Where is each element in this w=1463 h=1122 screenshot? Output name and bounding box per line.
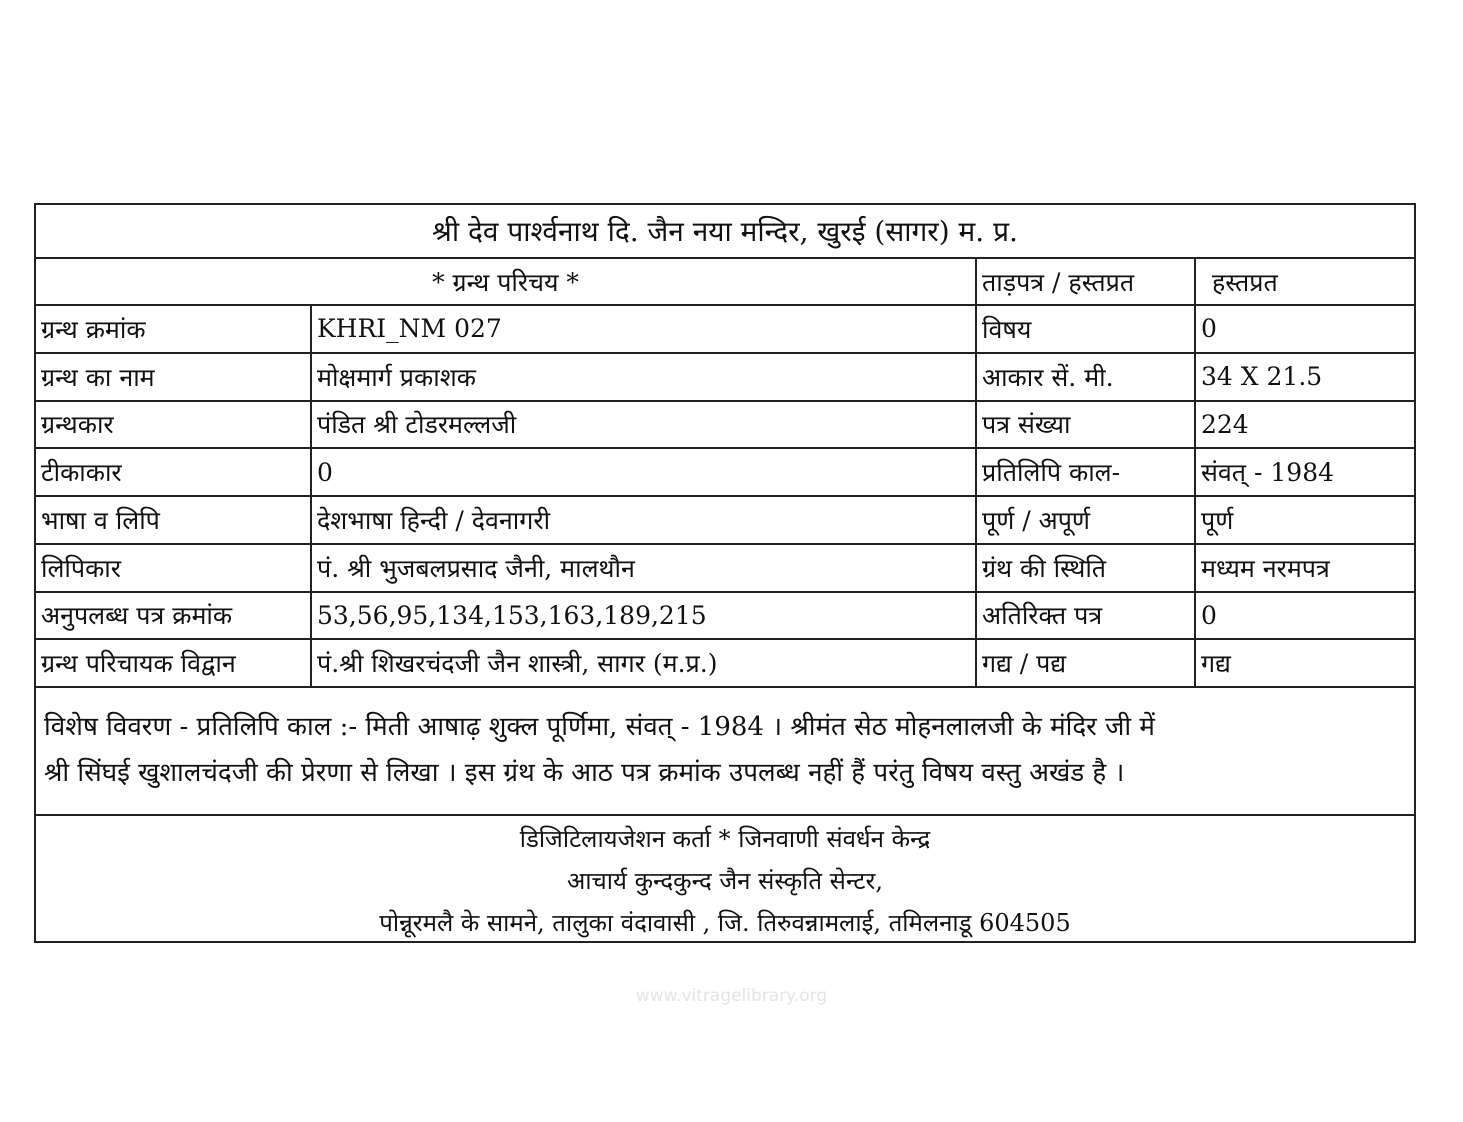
temple-title-row <box>36 205 1414 259</box>
field-value: 0 <box>312 449 977 495</box>
footer-line-2: आचार्य कुन्दकुन्द जैन संस्कृति सेन्टर, <box>567 867 883 895</box>
field-value: 53,56,95,134,153,163,189,215 <box>312 593 977 639</box>
field-value-2: संवत् - 1984 <box>1201 458 1335 488</box>
field-label-2: पत्र संख्या <box>977 402 1196 448</box>
field-label-2: ग्रंथ की स्थिति <box>977 545 1196 591</box>
info-row <box>36 593 1414 641</box>
footer-line-3: पोन्नूरमलै के सामने, तालुका वंदावासी , जि. तिरुवन्नामलाई, तमिलनाडू 604505 <box>379 909 1071 937</box>
info-row <box>36 545 1414 593</box>
palm-leaf-value: हस्तप्रत <box>1212 267 1278 297</box>
field-value-2: 224 <box>1201 409 1249 439</box>
remarks-section <box>36 688 1414 816</box>
temple-title: श्री देव पार्श्वनाथ दि. जैन नया मन्दिर, खुरई (सागर) म. प्र. <box>432 215 1018 248</box>
field-value-2: गद्य <box>1201 649 1231 679</box>
field-value-2: पूर्ण <box>1201 505 1234 535</box>
field-value-2: 0 <box>1201 600 1217 630</box>
field-label: टीकाकार <box>36 449 312 495</box>
field-label-2: आकार सें. मी. <box>977 354 1196 400</box>
field-label: ग्रन्थ क्रमांक <box>36 306 312 352</box>
section-title: * ग्रन्थ परिचय * <box>36 259 977 304</box>
field-value-2: 34 X 21.5 <box>1201 362 1323 392</box>
palm-leaf-label: ताड़पत्र / हस्तप्रत <box>977 259 1196 304</box>
field-label: ग्रन्थकार <box>36 402 312 448</box>
footer-section <box>36 816 1414 941</box>
info-row <box>36 640 1414 688</box>
field-value: देशभाषा हिन्दी / देवनागरी <box>312 497 977 543</box>
field-value: पं.श्री शिखरचंदजी जैन शास्त्री, सागर (म.प्र.) <box>312 640 977 686</box>
field-label: भाषा व लिपि <box>36 497 312 543</box>
footer-line-1: डिजिटिलायजेशन कर्ता * जिनवाणी संवर्धन केन्द्र <box>519 825 931 853</box>
info-row <box>36 449 1414 497</box>
field-value: पंडित श्री टोडरमल्लजी <box>312 402 977 448</box>
field-label: लिपिकार <box>36 545 312 591</box>
field-label: अनुपलब्ध पत्र क्रमांक <box>36 593 312 639</box>
field-value: पं. श्री भुजबलप्रसाद जैनी, मालथौन <box>312 545 977 591</box>
field-label: ग्रन्थ का नाम <box>36 354 312 400</box>
remarks-line-1: विशेष विवरण - प्रतिलिपि काल :- मिती आषाढ़ शुक्ल पूर्णिमा, संवत् - 1984 । श्रीमंत सेठ मोहनलालजी के मंदिर जी में <box>44 712 1155 742</box>
field-label-2: गद्य / पद्य <box>977 640 1196 686</box>
watermark: www.vitragelibrary.org <box>635 986 828 1006</box>
field-value: KHRI_NM 027 <box>312 306 977 352</box>
field-label-2: पूर्ण / अपूर्ण <box>977 497 1196 543</box>
field-value-2: 0 <box>1201 314 1217 344</box>
remarks-line-2: श्री सिंघई खुशालचंदजी की प्रेरणा से लिखा । इस ग्रंथ के आठ पत्र क्रमांक उपलब्ध नहीं हैं परंतु विषय वस्तु अखंड है । <box>44 758 1125 788</box>
info-row <box>36 497 1414 545</box>
field-value: मोक्षमार्ग प्रकाशक <box>312 354 977 400</box>
manuscript-info-card <box>34 203 1416 943</box>
field-label-2: अतिरिक्त पत्र <box>977 593 1196 639</box>
field-label-2: प्रतिलिपि काल- <box>977 449 1196 495</box>
field-label: ग्रन्थ परिचायक विद्वान <box>36 640 312 686</box>
field-value-2: मध्यम नरमपत्र <box>1201 553 1330 583</box>
section-header-row <box>36 259 1414 306</box>
info-row <box>36 354 1414 402</box>
field-label-2: विषय <box>977 306 1196 352</box>
info-row <box>36 306 1414 354</box>
info-row <box>36 402 1414 450</box>
